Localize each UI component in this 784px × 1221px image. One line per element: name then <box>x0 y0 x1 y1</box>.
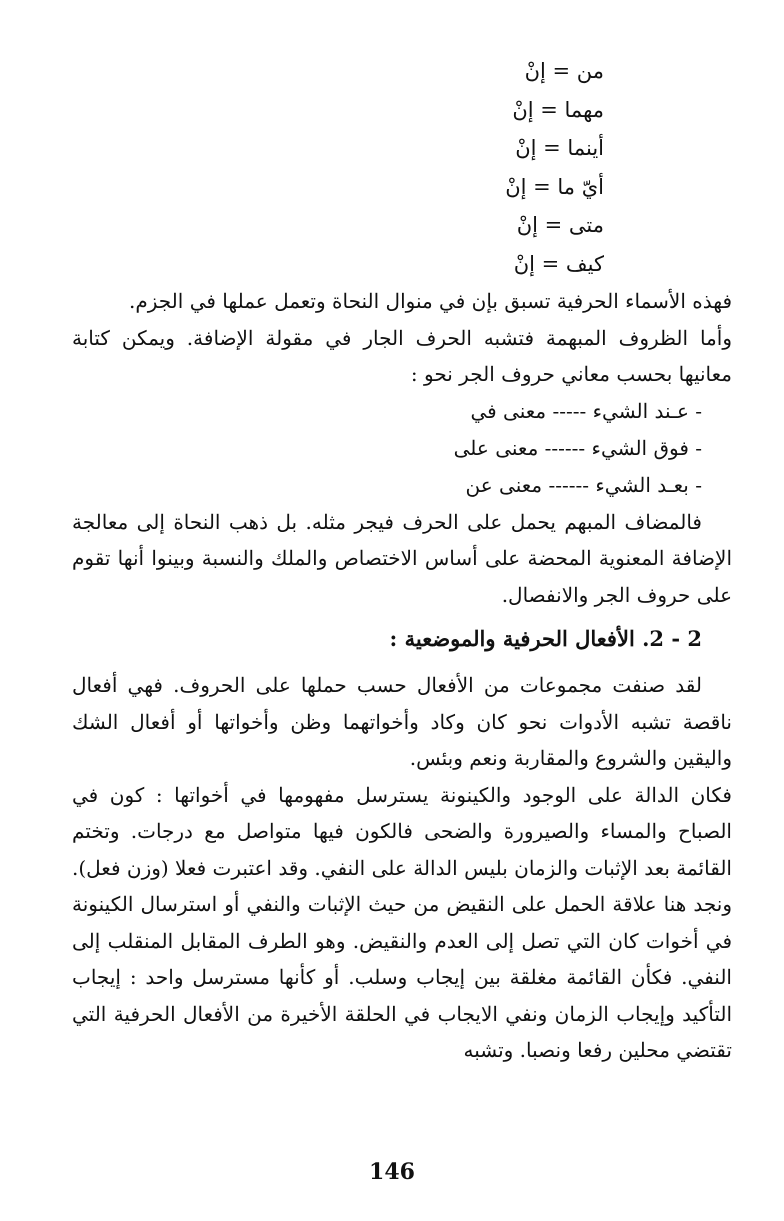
page-number: 146 <box>369 1159 415 1185</box>
paragraph: فالمضاف المبهم يحمل على الحرف فيجر مثله. بل ذهب النحاة إلى معالجة الإضافة المعنوية المحضة على أساس الاختصاص والملك والنسبة وبينوا أنها تقوم على حروف الجر والانفصال. <box>72 509 732 607</box>
list-item: أينما = إنْ <box>515 136 604 160</box>
paragraph: وأما الظروف المبهمة فتشبه الحرف الجار في مقولة الإضافة. ويمكن كتابة معانيها بحسب معاني حروف الجر نحو : <box>72 325 732 386</box>
section-heading: 2 - 2. الأفعال الحرفية والموضعية : <box>389 626 702 651</box>
dash-list <box>72 393 732 504</box>
paragraph: فكان الدالة على الوجود والكينونة يسترسل مفهومها في أخواتها : كون في الصباح والمساء والصيرورة والضحى فالكون فيها متواصل مع درجات. وتختم القائمة بعد الإثبات والزمان بليس الدالة على النفي. وقد اعتبرت فعلا (وزن فعل). ونجد هنا علاقة الحمل على النقيض من حيث الإثبات والنفي أو استرسال الكينونة في أخوات كان التي تصل إلى العدم والنقيض. وهو الطرف المقابل المنقلب إلى النفي. فكأن القائمة مغلقة بين إيجاب وسلب. أو كأنها مسترسل واحد : إيجاب التأكيد وإيجاب الزمان ونفي الايجاب في الحلقة الأخيرة من الأفعال الحرفية التي تقتضي محلين رفعا ونصبا. وتشبه <box>72 782 733 1062</box>
page-body <box>72 52 732 1221</box>
list-item: - فوق الشيء ------ معنى على <box>453 435 702 460</box>
equivalence-list <box>474 52 604 283</box>
list-item: - عـند الشيء ----- معنى في <box>470 398 702 423</box>
list-item: من = إنْ <box>524 59 604 83</box>
list-item: مهما = إنْ <box>512 97 604 122</box>
list-item: أيّ ما = إنْ <box>505 174 604 199</box>
list-item: متى = إنْ <box>516 213 604 237</box>
paragraph: فهذه الأسماء الحرفية تسبق بإن في منوال النحاة وتعمل عملها في الجزم. <box>129 289 732 313</box>
list-item: - بعـد الشيء ------ معنى عن <box>465 472 702 497</box>
list-item: كيف = إنْ <box>513 251 604 276</box>
paragraph: لقد صنفت مجموعات من الأفعال حسب حملها على الحروف. فهي أفعال ناقصة تشبه الأدوات نحو كان وكاد وأخواتهما وظن وأخواتها أو أفعال الشك واليقين والشروع والمقاربة ونعم وبئس. <box>72 673 732 770</box>
